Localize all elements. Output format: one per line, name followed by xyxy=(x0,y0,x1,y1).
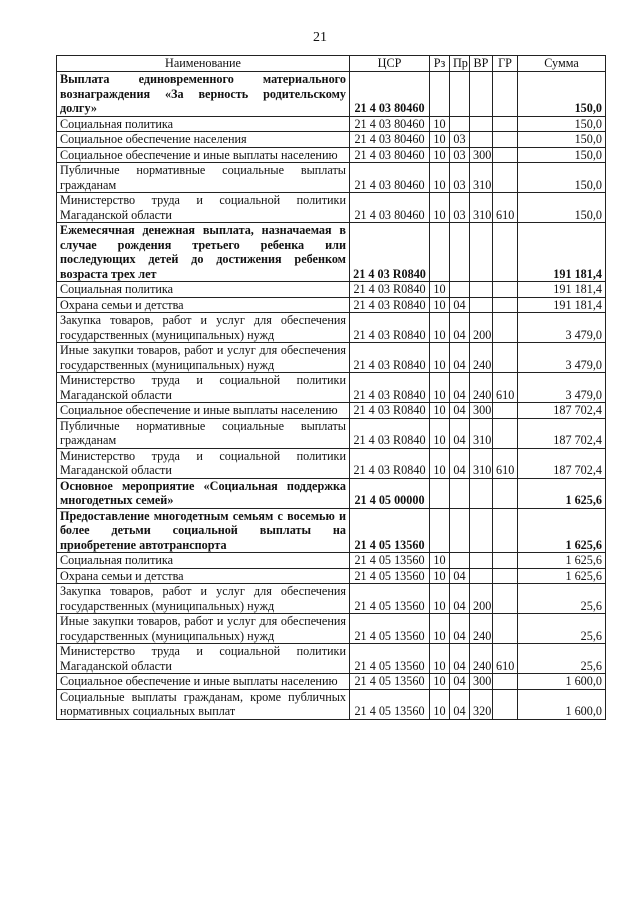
cell-csr: 21 4 03 80460 xyxy=(350,132,430,148)
cell-gr xyxy=(493,132,518,148)
cell-vr: 200 xyxy=(470,584,493,614)
cell-vr: 310 xyxy=(470,163,493,193)
cell-csr: 21 4 05 13560 xyxy=(350,508,430,553)
cell-name: Социальная политика xyxy=(57,553,350,569)
header-pr: Пр xyxy=(450,56,470,72)
table-row xyxy=(57,508,606,553)
table-row xyxy=(57,448,606,478)
cell-rz: 10 xyxy=(430,553,450,569)
cell-csr: 21 4 03 80460 xyxy=(350,147,430,163)
cell-rz xyxy=(430,72,450,117)
cell-sum: 187 702,4 xyxy=(518,403,606,419)
cell-sum: 191 181,4 xyxy=(518,282,606,298)
table-row xyxy=(57,147,606,163)
cell-gr xyxy=(493,313,518,343)
cell-gr: 610 xyxy=(493,373,518,403)
table-row xyxy=(57,313,606,343)
cell-vr: 240 xyxy=(470,614,493,644)
cell-sum: 191 181,4 xyxy=(518,297,606,313)
cell-vr xyxy=(470,132,493,148)
header-name: Наименование xyxy=(57,56,350,72)
cell-gr xyxy=(493,568,518,584)
cell-pr: 04 xyxy=(450,674,470,690)
cell-sum: 25,6 xyxy=(518,614,606,644)
cell-name: Социальное обеспечение и иные выплаты населению xyxy=(57,147,350,163)
page-number: 21 xyxy=(313,30,327,45)
cell-rz xyxy=(430,478,450,508)
table-header xyxy=(57,56,606,72)
cell-vr xyxy=(470,282,493,298)
table-row xyxy=(57,373,606,403)
table-row xyxy=(57,72,606,117)
header-sum: Сумма xyxy=(518,56,606,72)
table-row xyxy=(57,644,606,674)
cell-pr xyxy=(450,553,470,569)
cell-pr: 03 xyxy=(450,147,470,163)
cell-csr: 21 4 03 80460 xyxy=(350,116,430,132)
cell-pr xyxy=(450,508,470,553)
cell-sum: 150,0 xyxy=(518,72,606,117)
table-row xyxy=(57,343,606,373)
cell-csr: 21 4 05 13560 xyxy=(350,689,430,719)
cell-csr: 21 4 05 13560 xyxy=(350,584,430,614)
cell-vr xyxy=(470,553,493,569)
cell-rz: 10 xyxy=(430,313,450,343)
cell-name: Охрана семьи и детства xyxy=(57,568,350,584)
cell-csr: 21 4 03 80460 xyxy=(350,72,430,117)
cell-vr xyxy=(470,508,493,553)
cell-pr xyxy=(450,223,470,282)
cell-pr: 03 xyxy=(450,163,470,193)
cell-csr: 21 4 03 80460 xyxy=(350,163,430,193)
cell-name: Министерство труда и социальной политики Магаданской области xyxy=(57,193,350,223)
cell-gr xyxy=(493,163,518,193)
table-row xyxy=(57,674,606,690)
cell-vr xyxy=(470,297,493,313)
table-row xyxy=(57,568,606,584)
cell-sum: 3 479,0 xyxy=(518,343,606,373)
cell-name: Предоставление многодетным семьям с восемью и более детьми социальной выплаты на приобретение автотранспорта xyxy=(57,508,350,553)
cell-gr xyxy=(493,689,518,719)
cell-name: Иные закупки товаров, работ и услуг для обеспечения государственных (муниципальных) нужд xyxy=(57,614,350,644)
cell-rz: 10 xyxy=(430,674,450,690)
cell-sum: 150,0 xyxy=(518,147,606,163)
cell-rz: 10 xyxy=(430,116,450,132)
cell-rz: 10 xyxy=(430,568,450,584)
cell-csr: 21 4 05 13560 xyxy=(350,568,430,584)
cell-csr: 21 4 05 13560 xyxy=(350,674,430,690)
cell-gr xyxy=(493,478,518,508)
cell-pr: 03 xyxy=(450,132,470,148)
cell-vr xyxy=(470,568,493,584)
cell-rz: 10 xyxy=(430,147,450,163)
cell-name: Ежемесячная денежная выплата, назначаемая в случае рождения третьего ребенка или последующих детей до достижения ребенком возраста трех лет xyxy=(57,223,350,282)
cell-name: Социальные выплаты гражданам, кроме публичных нормативных социальных выплат xyxy=(57,689,350,719)
cell-gr xyxy=(493,508,518,553)
cell-gr: 610 xyxy=(493,644,518,674)
cell-rz xyxy=(430,223,450,282)
cell-vr xyxy=(470,116,493,132)
cell-rz: 10 xyxy=(430,689,450,719)
cell-vr xyxy=(470,223,493,282)
cell-sum: 150,0 xyxy=(518,193,606,223)
cell-gr: 610 xyxy=(493,193,518,223)
table-row xyxy=(57,553,606,569)
cell-rz: 10 xyxy=(430,448,450,478)
cell-gr xyxy=(493,343,518,373)
cell-pr: 03 xyxy=(450,193,470,223)
cell-name: Социальное обеспечение и иные выплаты населению xyxy=(57,674,350,690)
cell-rz: 10 xyxy=(430,403,450,419)
cell-pr: 04 xyxy=(450,644,470,674)
cell-sum: 3 479,0 xyxy=(518,313,606,343)
header-csr: ЦСР xyxy=(350,56,430,72)
cell-sum: 1 625,6 xyxy=(518,508,606,553)
cell-rz: 10 xyxy=(430,163,450,193)
cell-gr xyxy=(493,674,518,690)
cell-csr: 21 4 05 00000 xyxy=(350,478,430,508)
cell-sum: 25,6 xyxy=(518,584,606,614)
cell-csr: 21 4 05 13560 xyxy=(350,614,430,644)
cell-vr: 240 xyxy=(470,373,493,403)
cell-sum: 187 702,4 xyxy=(518,448,606,478)
cell-vr: 310 xyxy=(470,418,493,448)
cell-sum: 1 625,6 xyxy=(518,553,606,569)
cell-pr xyxy=(450,72,470,117)
cell-vr: 310 xyxy=(470,448,493,478)
cell-vr xyxy=(470,478,493,508)
cell-csr: 21 4 05 13560 xyxy=(350,644,430,674)
cell-name: Социальное обеспечение населения xyxy=(57,132,350,148)
cell-rz: 10 xyxy=(430,343,450,373)
cell-vr: 240 xyxy=(470,343,493,373)
cell-sum: 25,6 xyxy=(518,644,606,674)
cell-pr xyxy=(450,282,470,298)
cell-name: Закупка товаров, работ и услуг для обеспечения государственных (муниципальных) нужд xyxy=(57,313,350,343)
cell-rz: 10 xyxy=(430,614,450,644)
cell-rz: 10 xyxy=(430,193,450,223)
cell-csr: 21 4 03 R0840 xyxy=(350,343,430,373)
table-row xyxy=(57,478,606,508)
cell-pr: 04 xyxy=(450,373,470,403)
cell-csr: 21 4 03 R0840 xyxy=(350,403,430,419)
cell-gr xyxy=(493,223,518,282)
cell-name: Публичные нормативные социальные выплаты гражданам xyxy=(57,163,350,193)
cell-gr xyxy=(493,282,518,298)
cell-sum: 3 479,0 xyxy=(518,373,606,403)
cell-rz: 10 xyxy=(430,282,450,298)
table-row xyxy=(57,132,606,148)
cell-rz: 10 xyxy=(430,584,450,614)
cell-sum: 1 600,0 xyxy=(518,689,606,719)
table-row xyxy=(57,163,606,193)
cell-rz: 10 xyxy=(430,297,450,313)
cell-name: Основное мероприятие «Социальная поддержка многодетных семей» xyxy=(57,478,350,508)
table-row xyxy=(57,614,606,644)
cell-csr: 21 4 03 R0840 xyxy=(350,313,430,343)
cell-vr: 300 xyxy=(470,403,493,419)
cell-rz: 10 xyxy=(430,644,450,674)
cell-sum: 1 600,0 xyxy=(518,674,606,690)
table-row xyxy=(57,418,606,448)
table-row xyxy=(57,223,606,282)
cell-vr: 320 xyxy=(470,689,493,719)
cell-name: Иные закупки товаров, работ и услуг для обеспечения государственных (муниципальных) нужд xyxy=(57,343,350,373)
cell-gr: 610 xyxy=(493,448,518,478)
table-row xyxy=(57,584,606,614)
cell-sum: 1 625,6 xyxy=(518,568,606,584)
cell-pr: 04 xyxy=(450,614,470,644)
cell-pr: 04 xyxy=(450,584,470,614)
cell-sum: 187 702,4 xyxy=(518,418,606,448)
cell-gr xyxy=(493,403,518,419)
cell-gr xyxy=(493,614,518,644)
cell-sum: 1 625,6 xyxy=(518,478,606,508)
header-rz: Рз xyxy=(430,56,450,72)
cell-rz: 10 xyxy=(430,132,450,148)
table-body xyxy=(57,72,606,720)
cell-csr: 21 4 03 80460 xyxy=(350,193,430,223)
cell-name: Социальная политика xyxy=(57,116,350,132)
cell-gr xyxy=(493,147,518,163)
cell-name: Министерство труда и социальной политики Магаданской области xyxy=(57,373,350,403)
cell-pr: 04 xyxy=(450,448,470,478)
cell-pr: 04 xyxy=(450,313,470,343)
cell-gr xyxy=(493,418,518,448)
cell-vr: 300 xyxy=(470,674,493,690)
cell-name: Министерство труда и социальной политики Магаданской области xyxy=(57,448,350,478)
cell-gr xyxy=(493,297,518,313)
cell-name: Министерство труда и социальной политики Магаданской области xyxy=(57,644,350,674)
table-row xyxy=(57,116,606,132)
table-row xyxy=(57,403,606,419)
cell-pr: 04 xyxy=(450,418,470,448)
cell-rz: 10 xyxy=(430,373,450,403)
header-vr: ВР xyxy=(470,56,493,72)
cell-gr xyxy=(493,584,518,614)
cell-csr: 21 4 03 R0840 xyxy=(350,373,430,403)
header-row xyxy=(57,56,606,72)
cell-gr xyxy=(493,553,518,569)
table-row xyxy=(57,282,606,298)
cell-pr: 04 xyxy=(450,403,470,419)
cell-name: Охрана семьи и детства xyxy=(57,297,350,313)
cell-csr: 21 4 03 R0840 xyxy=(350,418,430,448)
cell-rz xyxy=(430,508,450,553)
cell-csr: 21 4 03 R0840 xyxy=(350,282,430,298)
cell-sum: 150,0 xyxy=(518,132,606,148)
table-row xyxy=(57,689,606,719)
cell-pr xyxy=(450,116,470,132)
cell-pr: 04 xyxy=(450,297,470,313)
cell-rz: 10 xyxy=(430,418,450,448)
cell-name: Выплата единовременного материального вознаграждения «За верность родительскому долгу» xyxy=(57,72,350,117)
table-row xyxy=(57,193,606,223)
cell-csr: 21 4 03 R0840 xyxy=(350,223,430,282)
cell-pr: 04 xyxy=(450,568,470,584)
cell-pr: 04 xyxy=(450,689,470,719)
cell-sum: 150,0 xyxy=(518,116,606,132)
cell-vr: 310 xyxy=(470,193,493,223)
cell-gr xyxy=(493,116,518,132)
cell-vr: 200 xyxy=(470,313,493,343)
table-row xyxy=(57,297,606,313)
cell-vr: 300 xyxy=(470,147,493,163)
cell-pr xyxy=(450,478,470,508)
cell-name: Социальное обеспечение и иные выплаты населению xyxy=(57,403,350,419)
cell-name: Социальная политика xyxy=(57,282,350,298)
cell-csr: 21 4 03 R0840 xyxy=(350,297,430,313)
header-gr: ГР xyxy=(493,56,518,72)
cell-name: Закупка товаров, работ и услуг для обеспечения государственных (муниципальных) нужд xyxy=(57,584,350,614)
cell-csr: 21 4 05 13560 xyxy=(350,553,430,569)
cell-name: Публичные нормативные социальные выплаты гражданам xyxy=(57,418,350,448)
cell-gr xyxy=(493,72,518,117)
cell-pr: 04 xyxy=(450,343,470,373)
cell-csr: 21 4 03 R0840 xyxy=(350,448,430,478)
budget-table xyxy=(56,55,606,720)
cell-sum: 191 181,4 xyxy=(518,223,606,282)
cell-vr: 240 xyxy=(470,644,493,674)
cell-sum: 150,0 xyxy=(518,163,606,193)
cell-vr xyxy=(470,72,493,117)
